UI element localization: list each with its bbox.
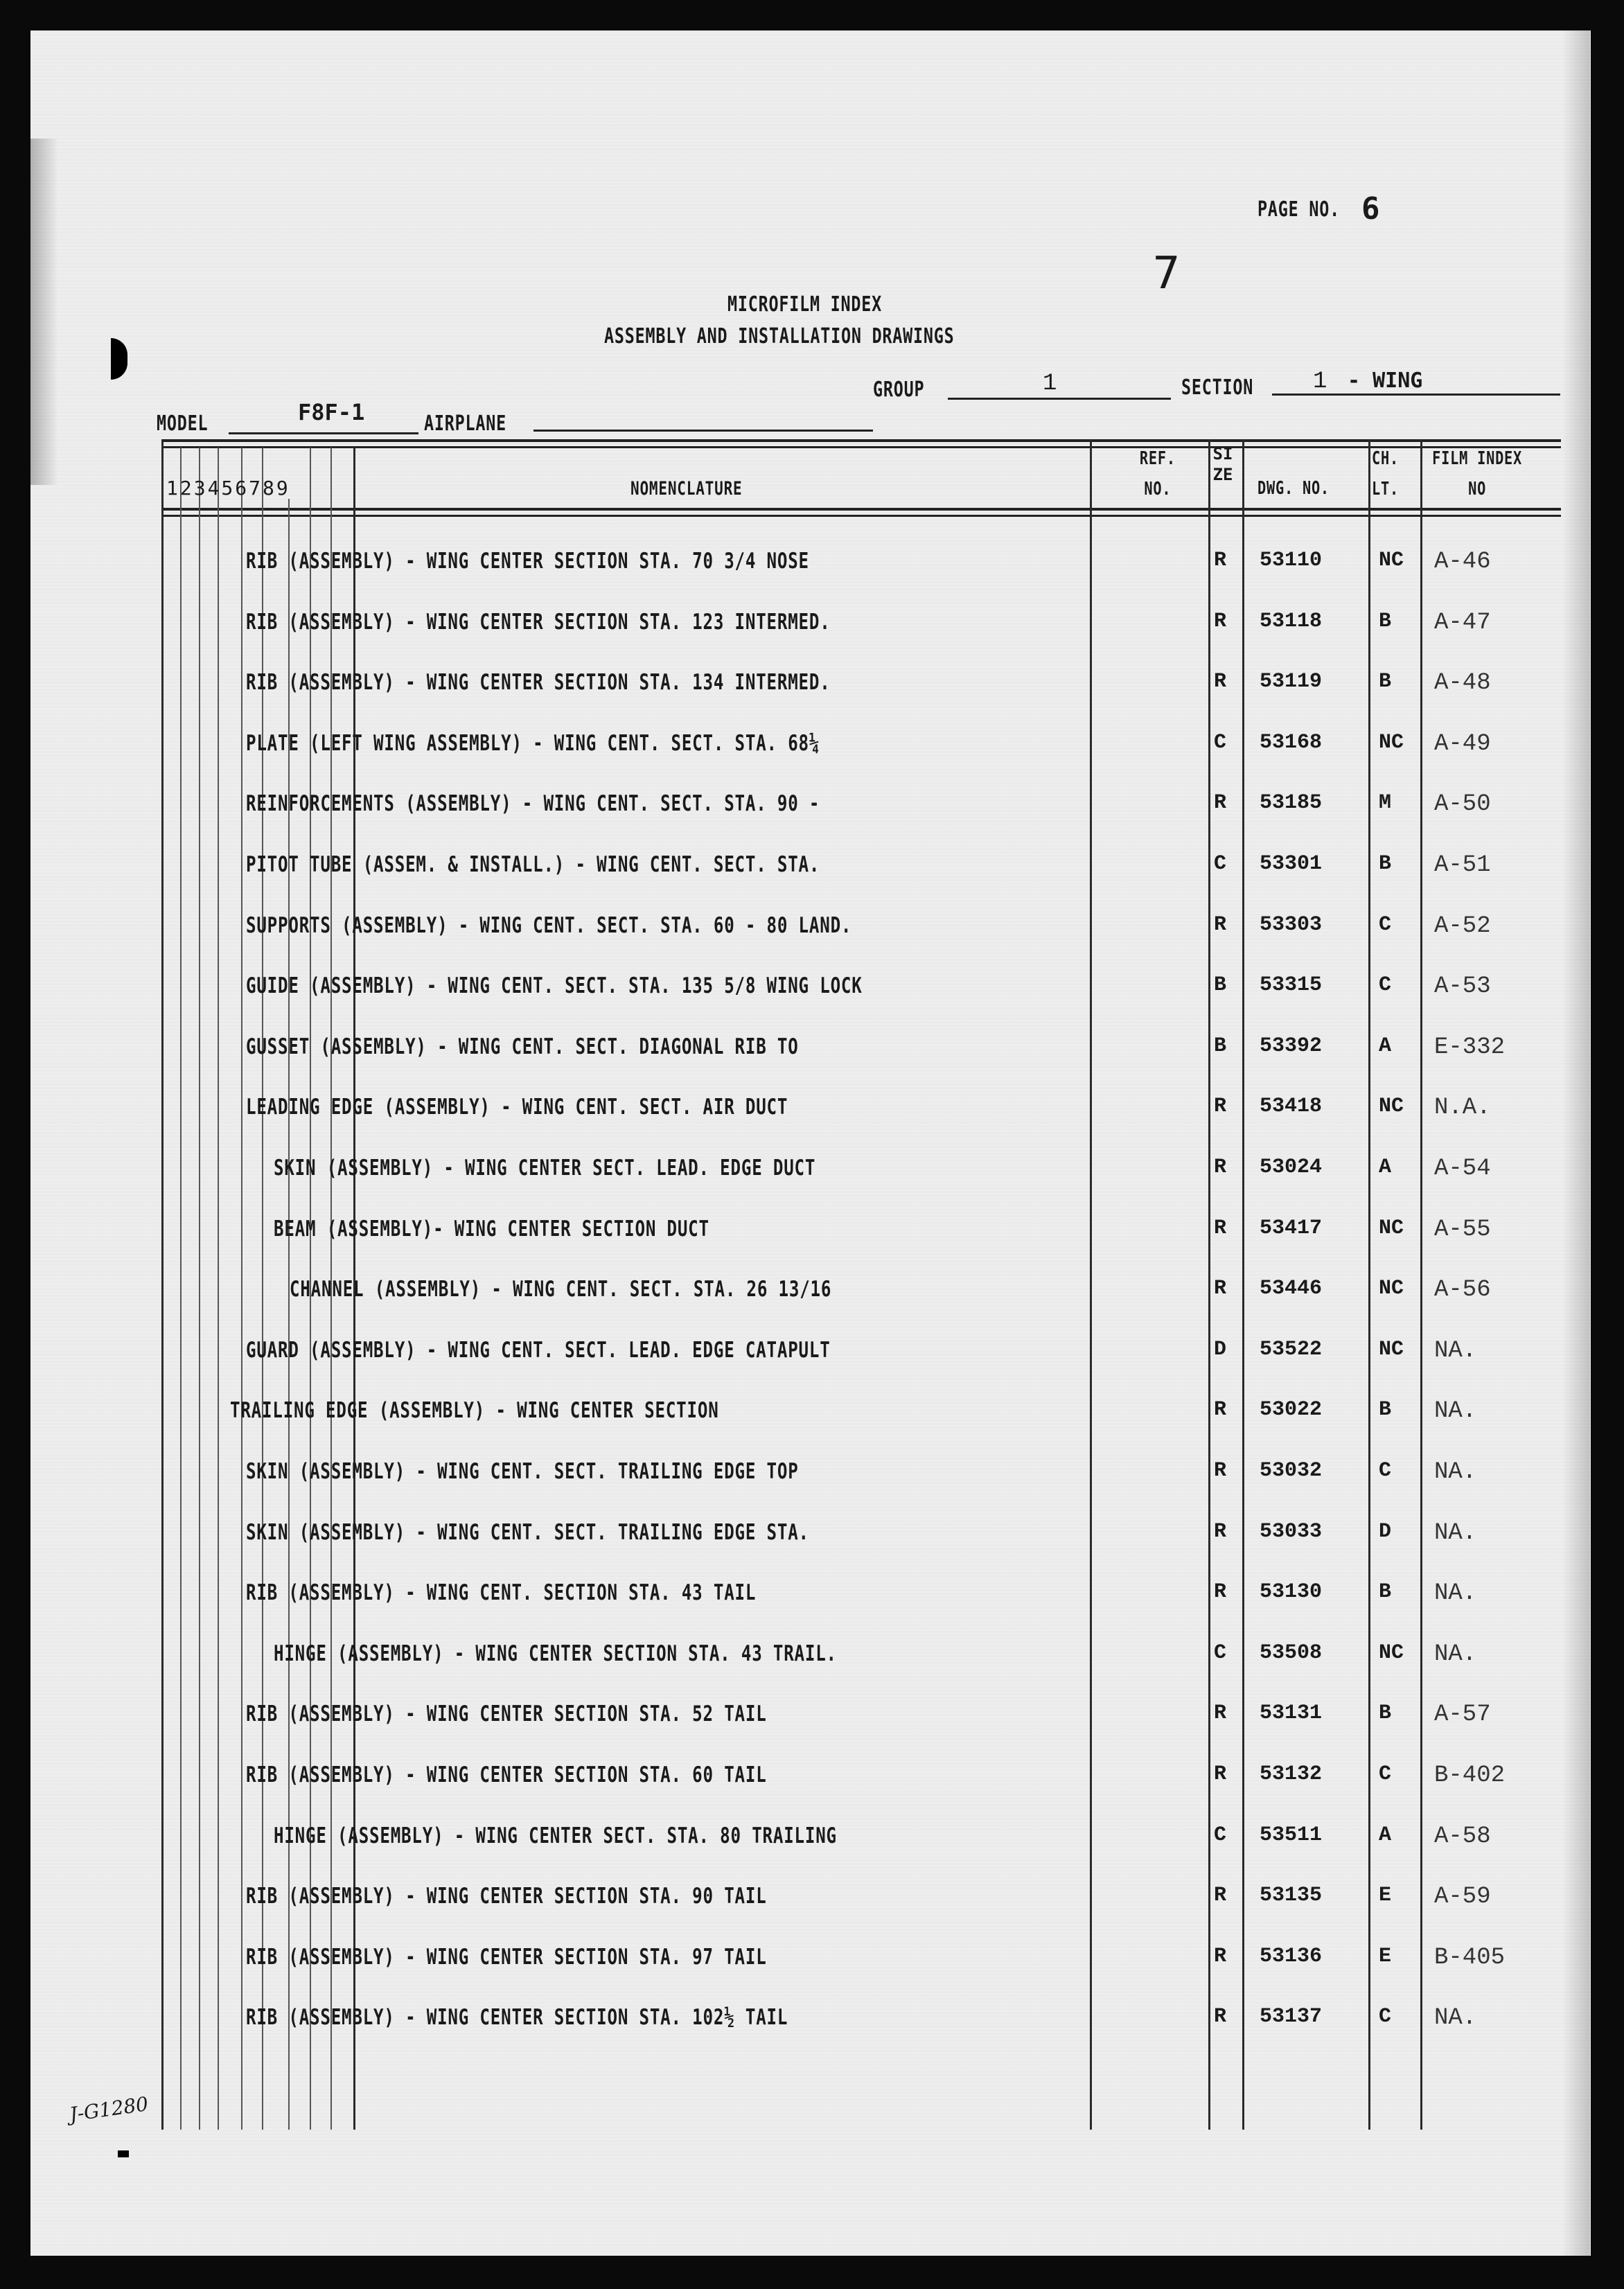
size-cell: D bbox=[1214, 1338, 1227, 1361]
film-index-cell: NA. bbox=[1434, 1580, 1477, 1607]
table-row bbox=[0, 1702, 1624, 1743]
nomenclature-cell: RIB (ASSEMBLY) - WING CENTER SECTION STA. 134 INTERMED. bbox=[246, 670, 831, 695]
dwg-no-cell: 53168 bbox=[1260, 731, 1323, 754]
dwg-no-cell: 53130 bbox=[1260, 1580, 1323, 1604]
film-index-cell: A-51 bbox=[1434, 852, 1491, 878]
film-index-cell: B-402 bbox=[1434, 1762, 1506, 1789]
ch-lt-cell: C bbox=[1379, 973, 1392, 997]
size-cell: C bbox=[1214, 731, 1227, 754]
film-index-cell: A-52 bbox=[1434, 913, 1491, 939]
film-index-cell: A-48 bbox=[1434, 670, 1491, 696]
film-index-cell: A-46 bbox=[1434, 549, 1491, 575]
table-row bbox=[0, 1459, 1624, 1501]
nomenclature-cell: LEADING EDGE (ASSEMBLY) - WING CENT. SECT. AIR DUCT bbox=[246, 1095, 788, 1120]
nomenclature-cell: SKIN (ASSEMBLY) - WING CENTER SECT. LEAD. EDGE DUCT bbox=[274, 1156, 816, 1181]
film-index-cell: NA. bbox=[1434, 1459, 1477, 1485]
section-label: SECTION bbox=[1181, 375, 1254, 400]
header-ref-no: REF. NO. bbox=[1139, 448, 1176, 500]
ch-lt-cell: NC bbox=[1379, 1338, 1404, 1361]
size-cell: R bbox=[1214, 913, 1227, 937]
nomenclature-cell: PLATE (LEFT WING ASSEMBLY) - WING CENT. SECT. STA. 68¼ bbox=[246, 731, 820, 756]
size-cell: R bbox=[1214, 1095, 1227, 1118]
film-index-cell: NA. bbox=[1434, 1641, 1477, 1668]
ch-lt-cell: B bbox=[1379, 610, 1392, 633]
nomenclature-cell: PITOT TUBE (ASSEM. & INSTALL.) - WING CENT. SECT. STA. bbox=[246, 852, 820, 877]
footer-stamp: J-G1280 bbox=[68, 2092, 150, 2126]
size-cell: B bbox=[1214, 1034, 1227, 1058]
ch-lt-cell: C bbox=[1379, 2005, 1392, 2029]
size-cell: R bbox=[1214, 1217, 1227, 1240]
table-row bbox=[0, 1884, 1624, 1925]
dwg-no-cell: 53392 bbox=[1260, 1034, 1323, 1058]
film-index-cell: A-47 bbox=[1434, 610, 1491, 636]
table-row bbox=[0, 549, 1624, 590]
table-row bbox=[0, 1338, 1624, 1379]
film-index-cell: A-57 bbox=[1434, 1702, 1491, 1728]
dwg-no-cell: 53522 bbox=[1260, 1338, 1323, 1361]
page-number-value: 6 bbox=[1361, 191, 1380, 227]
film-index-cell: NA. bbox=[1434, 1520, 1477, 1546]
ch-lt-cell: D bbox=[1379, 1520, 1392, 1544]
header-film-index-no: FILM INDEX NO bbox=[1432, 448, 1523, 500]
nomenclature-cell: RIB (ASSEMBLY) - WING CENTER SECTION STA. 97 TAIL bbox=[246, 1945, 767, 1970]
film-index-cell: A-59 bbox=[1434, 1884, 1491, 1910]
model-label: MODEL bbox=[157, 412, 209, 436]
nomenclature-cell: HINGE (ASSEMBLY) - WING CENTER SECT. STA. 80 TRAILING bbox=[274, 1823, 837, 1848]
group-value: 1 bbox=[1043, 371, 1057, 397]
dwg-no-cell: 53119 bbox=[1260, 670, 1323, 693]
page-number-label: PAGE NO. bbox=[1257, 197, 1340, 222]
table-row bbox=[0, 1580, 1624, 1622]
header-nomenclature: NOMENCLATURE bbox=[630, 478, 743, 500]
ch-lt-cell: A bbox=[1379, 1156, 1392, 1179]
table-row bbox=[0, 913, 1624, 955]
header-size: SIZE bbox=[1212, 444, 1233, 484]
dwg-no-cell: 53136 bbox=[1260, 1945, 1323, 1968]
ch-lt-cell: A bbox=[1379, 1823, 1392, 1847]
film-index-cell: A-53 bbox=[1434, 973, 1491, 1000]
ch-lt-cell: B bbox=[1379, 1702, 1392, 1725]
dwg-no-cell: 53508 bbox=[1260, 1641, 1323, 1665]
ch-lt-cell: B bbox=[1379, 1398, 1392, 1422]
size-cell: C bbox=[1214, 1641, 1227, 1665]
group-label: GROUP bbox=[873, 378, 925, 402]
ch-lt-cell: NC bbox=[1379, 731, 1404, 754]
film-index-cell: NA. bbox=[1434, 1398, 1477, 1424]
film-index-cell: NA. bbox=[1434, 1338, 1477, 1364]
table-row bbox=[0, 670, 1624, 712]
section-value: 1 bbox=[1313, 369, 1327, 395]
table-row bbox=[0, 731, 1624, 772]
dwg-no-cell: 53118 bbox=[1260, 610, 1323, 633]
dwg-no-cell: 53131 bbox=[1260, 1702, 1323, 1725]
header-column-numbers: 123456789 bbox=[166, 477, 290, 500]
dwg-no-cell: 53032 bbox=[1260, 1459, 1323, 1483]
ch-lt-cell: B bbox=[1379, 670, 1392, 693]
dwg-no-cell: 53185 bbox=[1260, 791, 1323, 815]
nomenclature-cell: SKIN (ASSEMBLY) - WING CENT. SECT. TRAILING EDGE TOP bbox=[246, 1459, 799, 1484]
nomenclature-cell: RIB (ASSEMBLY) - WING CENT. SECTION STA. 43 TAIL bbox=[246, 1580, 757, 1605]
ch-lt-cell: NC bbox=[1379, 1277, 1404, 1300]
size-cell: R bbox=[1214, 549, 1227, 572]
nomenclature-cell: TRAILING EDGE (ASSEMBLY) - WING CENTER SECTION bbox=[230, 1398, 719, 1423]
nomenclature-cell: RIB (ASSEMBLY) - WING CENTER SECTION STA. 52 TAIL bbox=[246, 1702, 767, 1726]
header-bottom-rule bbox=[161, 508, 1561, 511]
table-row bbox=[0, 1034, 1624, 1076]
table-row bbox=[0, 1156, 1624, 1197]
ch-lt-cell: C bbox=[1379, 913, 1392, 937]
table-row bbox=[0, 1823, 1624, 1865]
table-row bbox=[0, 852, 1624, 894]
nomenclature-cell: HINGE (ASSEMBLY) - WING CENTER SECTION STA. 43 TRAIL. bbox=[274, 1641, 837, 1666]
ch-lt-cell: B bbox=[1379, 1580, 1392, 1604]
dwg-no-cell: 53132 bbox=[1260, 1762, 1323, 1786]
header-ch-lt: CH. LT. bbox=[1372, 448, 1399, 500]
dwg-no-cell: 53022 bbox=[1260, 1398, 1323, 1422]
size-cell: R bbox=[1214, 1459, 1227, 1483]
film-speck bbox=[118, 2150, 129, 2157]
ch-lt-cell: C bbox=[1379, 1459, 1392, 1483]
dwg-no-cell: 53033 bbox=[1260, 1520, 1323, 1544]
size-cell: C bbox=[1214, 1823, 1227, 1847]
nomenclature-cell: CHANNEL (ASSEMBLY) - WING CENT. SECT. STA. 26 13/16 bbox=[290, 1277, 832, 1302]
film-index-cell: A-55 bbox=[1434, 1217, 1491, 1243]
nomenclature-cell: RIB (ASSEMBLY) - WING CENTER SECTION STA. 70 3/4 NOSE bbox=[246, 549, 809, 574]
header-dwg-no: DWG. NO. bbox=[1257, 478, 1330, 499]
nomenclature-cell: RIB (ASSEMBLY) - WING CENTER SECTION STA. 90 TAIL bbox=[246, 1884, 767, 1909]
film-index-cell: A-54 bbox=[1434, 1156, 1491, 1182]
ch-lt-cell: NC bbox=[1379, 1641, 1404, 1665]
ch-lt-cell: M bbox=[1379, 791, 1392, 815]
size-cell: R bbox=[1214, 1884, 1227, 1907]
table-row bbox=[0, 1398, 1624, 1440]
size-cell: R bbox=[1214, 610, 1227, 633]
table-row bbox=[0, 1095, 1624, 1136]
ch-lt-cell: NC bbox=[1379, 549, 1404, 572]
nomenclature-cell: REINFORCEMENTS (ASSEMBLY) - WING CENT. SECT. STA. 90 - bbox=[246, 791, 820, 816]
ch-lt-cell: B bbox=[1379, 852, 1392, 876]
nomenclature-cell: GUIDE (ASSEMBLY) - WING CENT. SECT. STA. 135 5/8 WING LOCK bbox=[246, 973, 863, 998]
dwg-no-cell: 53417 bbox=[1260, 1217, 1323, 1240]
dwg-no-cell: 53315 bbox=[1260, 973, 1323, 997]
film-index-cell: NA. bbox=[1434, 2005, 1477, 2031]
ch-lt-cell: NC bbox=[1379, 1095, 1404, 1118]
airplane-label: AIRPLANE bbox=[424, 412, 506, 436]
dwg-no-cell: 53135 bbox=[1260, 1884, 1323, 1907]
model-value: F8F-1 bbox=[298, 399, 365, 425]
ch-lt-cell: A bbox=[1379, 1034, 1392, 1058]
section-name: - WING bbox=[1348, 369, 1423, 393]
dwg-no-cell: 53024 bbox=[1260, 1156, 1323, 1179]
document-title: MICROFILM INDEX bbox=[727, 292, 883, 317]
table-row bbox=[0, 973, 1624, 1015]
size-cell: C bbox=[1214, 852, 1227, 876]
size-cell: B bbox=[1214, 973, 1227, 997]
film-index-cell: A-58 bbox=[1434, 1823, 1491, 1850]
scan-shadow-left bbox=[30, 139, 58, 485]
dwg-no-cell: 53511 bbox=[1260, 1823, 1323, 1847]
nomenclature-cell: GUSSET (ASSEMBLY) - WING CENT. SECT. DIAGONAL RIB TO bbox=[246, 1034, 799, 1059]
table-row bbox=[0, 1641, 1624, 1683]
table-row bbox=[0, 1762, 1624, 1804]
dwg-no-cell: 53303 bbox=[1260, 913, 1323, 937]
airplane-underline bbox=[533, 430, 873, 432]
size-cell: R bbox=[1214, 1762, 1227, 1786]
size-cell: R bbox=[1214, 670, 1227, 693]
document-subtitle: ASSEMBLY AND INSTALLATION DRAWINGS bbox=[604, 324, 955, 348]
nomenclature-cell: RIB (ASSEMBLY) - WING CENTER SECTION STA. 123 INTERMED. bbox=[246, 610, 831, 635]
nomenclature-cell: RIB (ASSEMBLY) - WING CENTER SECTION STA. 102½ TAIL bbox=[246, 2005, 788, 2030]
nomenclature-cell: SKIN (ASSEMBLY) - WING CENT. SECT. TRAILING EDGE STA. bbox=[246, 1520, 809, 1545]
nomenclature-cell: BEAM (ASSEMBLY)- WING CENTER SECTION DUCT bbox=[274, 1217, 709, 1241]
dwg-no-cell: 53110 bbox=[1260, 549, 1323, 572]
size-cell: R bbox=[1214, 1702, 1227, 1725]
table-row bbox=[0, 791, 1624, 833]
group-underline bbox=[948, 398, 1171, 400]
size-cell: R bbox=[1214, 1580, 1227, 1604]
table-row bbox=[0, 610, 1624, 651]
film-index-cell: A-56 bbox=[1434, 1277, 1491, 1303]
film-index-cell: N.A. bbox=[1434, 1095, 1491, 1121]
table-row bbox=[0, 1520, 1624, 1562]
dwg-no-cell: 53418 bbox=[1260, 1095, 1323, 1118]
table-row bbox=[0, 1217, 1624, 1258]
table-row bbox=[0, 2005, 1624, 2047]
table-row bbox=[0, 1945, 1624, 1986]
header-bottom-rule-2 bbox=[161, 515, 1561, 517]
table-top-rule-2 bbox=[161, 446, 1561, 448]
size-cell: R bbox=[1214, 1398, 1227, 1422]
ch-lt-cell: E bbox=[1379, 1884, 1392, 1907]
nomenclature-cell: SUPPORTS (ASSEMBLY) - WING CENT. SECT. STA. 60 - 80 LAND. bbox=[246, 913, 852, 938]
ch-lt-cell: C bbox=[1379, 1762, 1392, 1786]
film-index-cell: A-50 bbox=[1434, 791, 1491, 818]
size-cell: R bbox=[1214, 1156, 1227, 1179]
film-index-cell: B-405 bbox=[1434, 1945, 1506, 1971]
handwritten-number: 7 bbox=[1152, 248, 1181, 299]
dwg-no-cell: 53301 bbox=[1260, 852, 1323, 876]
size-cell: R bbox=[1214, 1520, 1227, 1544]
nomenclature-cell: GUARD (ASSEMBLY) - WING CENT. SECT. LEAD. EDGE CATAPULT bbox=[246, 1338, 831, 1363]
ch-lt-cell: E bbox=[1379, 1945, 1392, 1968]
model-underline bbox=[229, 432, 418, 434]
table-row bbox=[0, 1277, 1624, 1318]
film-index-cell: A-49 bbox=[1434, 731, 1491, 757]
film-index-cell: E-332 bbox=[1434, 1034, 1506, 1061]
size-cell: R bbox=[1214, 1945, 1227, 1968]
dwg-no-cell: 53137 bbox=[1260, 2005, 1323, 2029]
size-cell: R bbox=[1214, 1277, 1227, 1300]
nomenclature-cell: RIB (ASSEMBLY) - WING CENTER SECTION STA. 60 TAIL bbox=[246, 1762, 767, 1787]
dwg-no-cell: 53446 bbox=[1260, 1277, 1323, 1300]
size-cell: R bbox=[1214, 2005, 1227, 2029]
size-cell: R bbox=[1214, 791, 1227, 815]
table-top-rule bbox=[161, 439, 1561, 442]
ch-lt-cell: NC bbox=[1379, 1217, 1404, 1240]
